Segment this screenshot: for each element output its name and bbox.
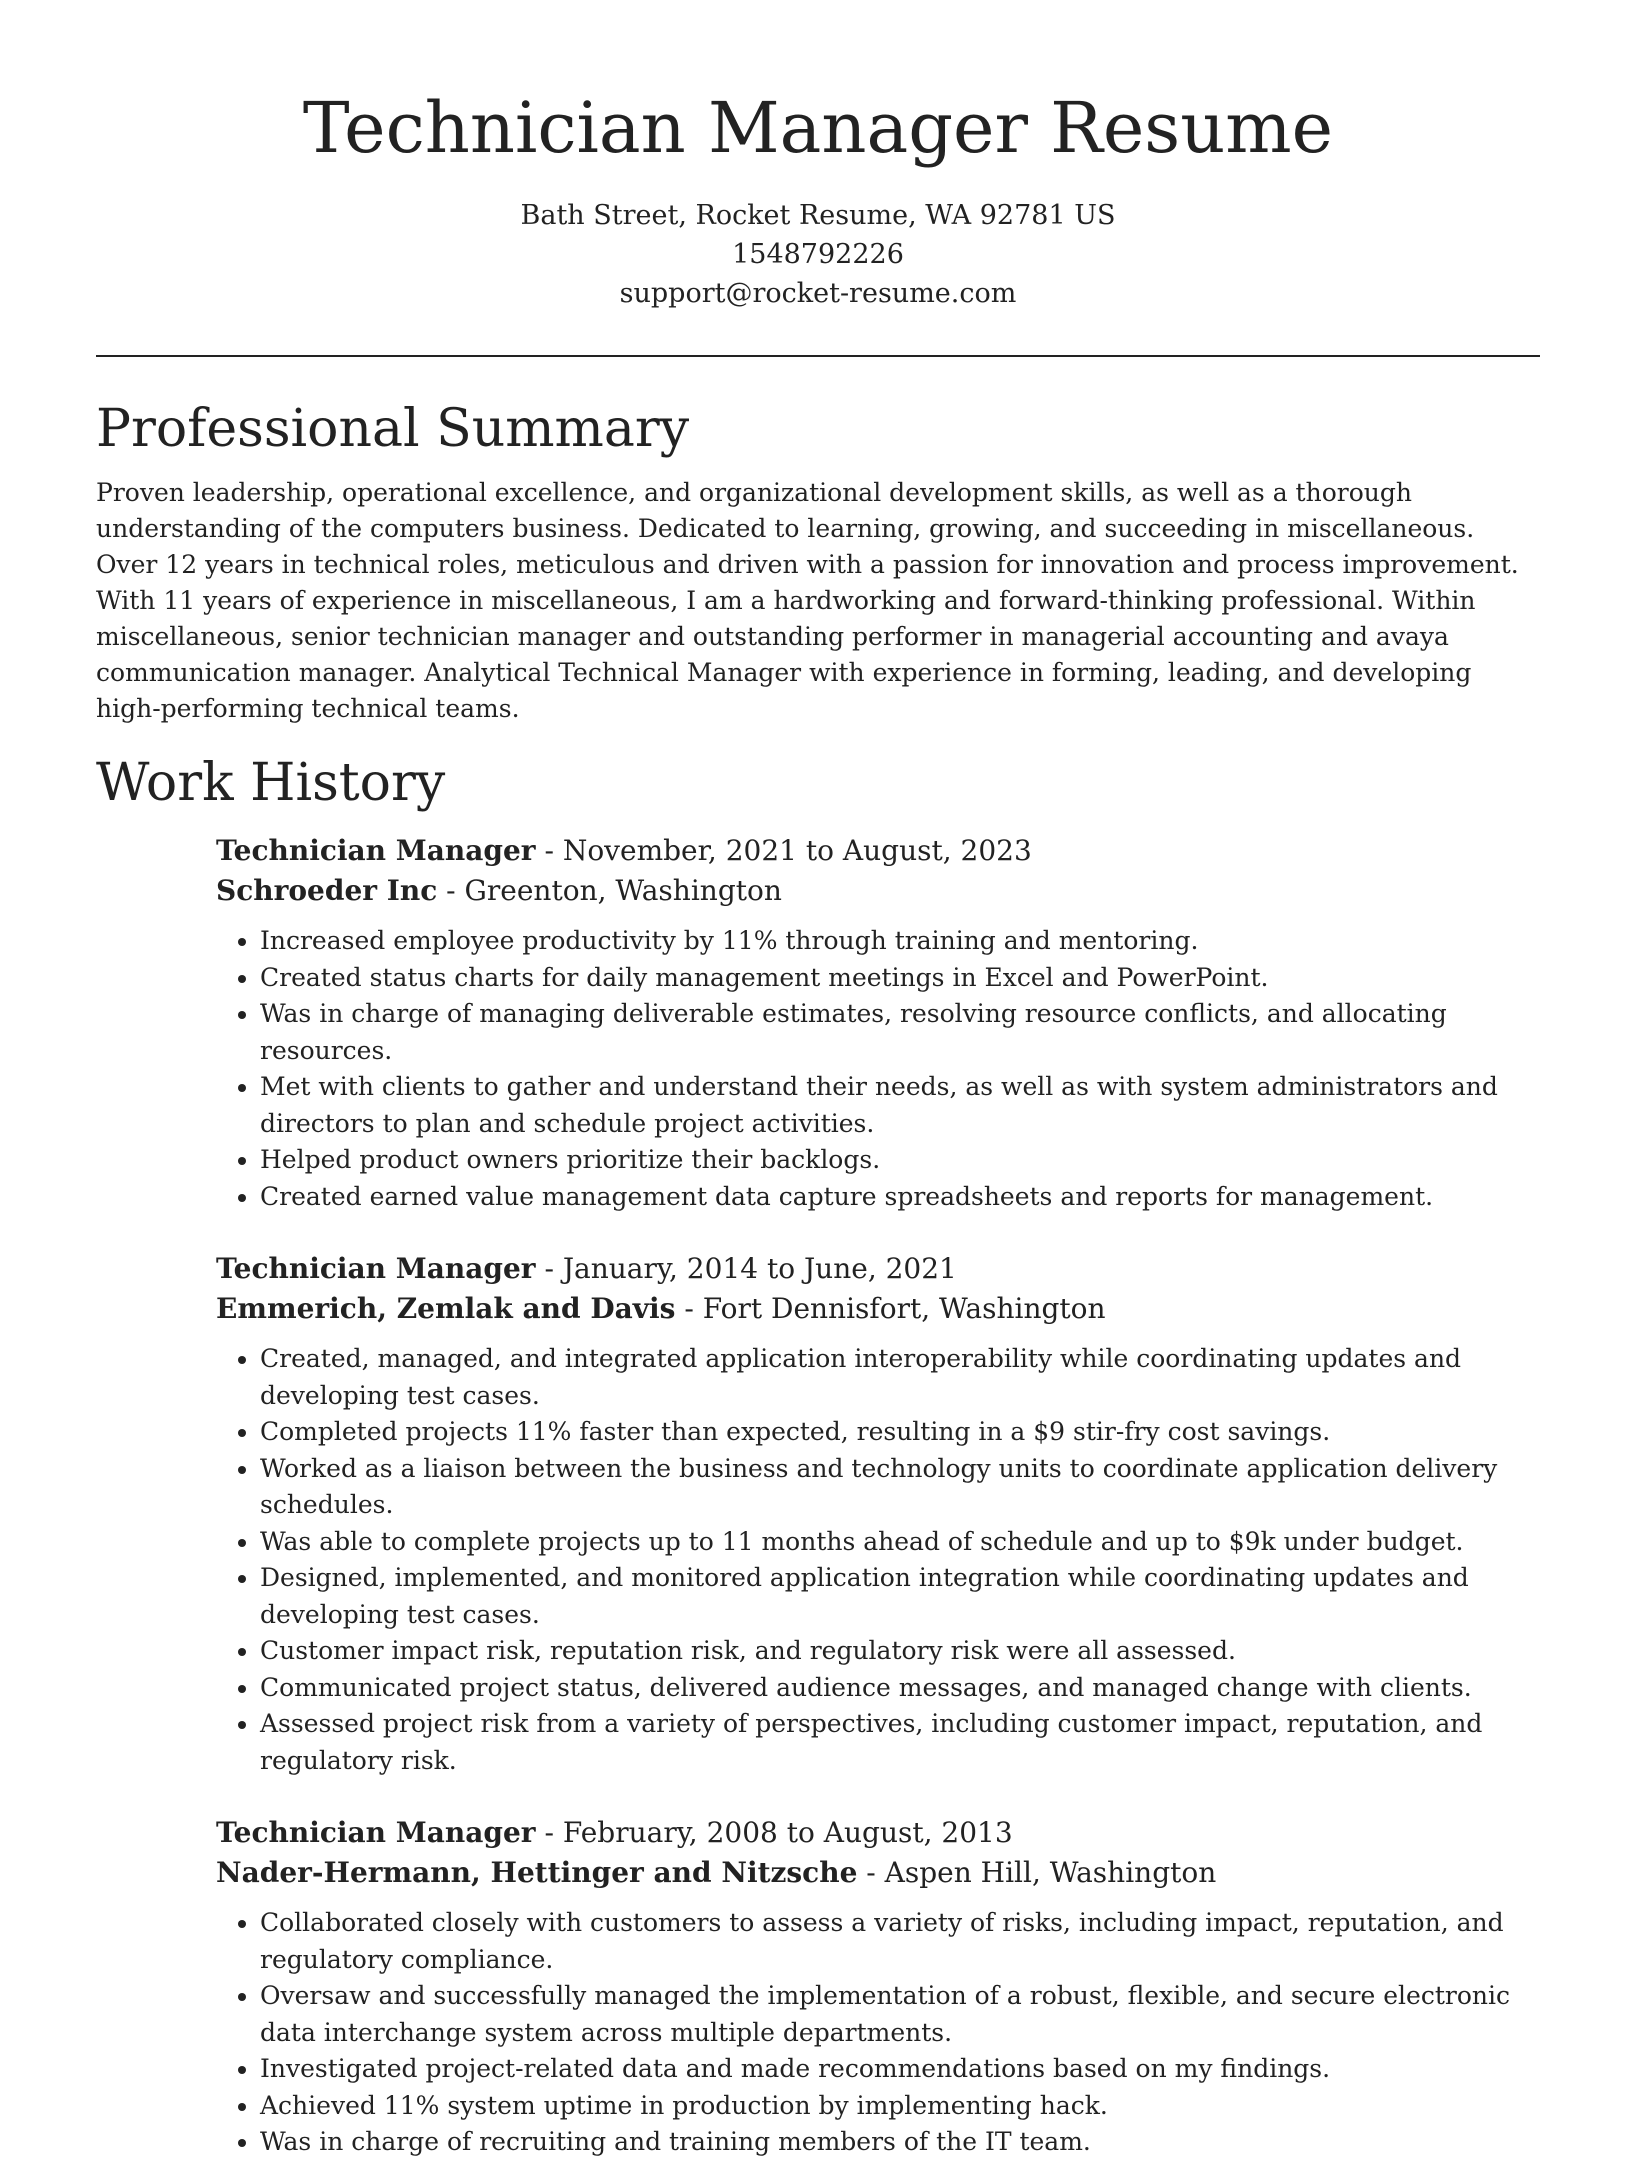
job-dates: - February, 2008 to August, 2013 (535, 1816, 1013, 1849)
job-dates: - November, 2021 to August, 2023 (535, 834, 1032, 867)
job-entry (216, 831, 1540, 1215)
job-title-line (216, 831, 1540, 871)
duty-item: • Oversaw and successfully managed the implementation of a robust, flexible, and secure electronic data interchange system across multiple departments. (260, 1978, 1540, 2051)
duty-item: • Designed, implemented, and monitored application integration while coordinating updates and developing test cases. (260, 1560, 1540, 1633)
job-company-line (216, 1853, 1540, 1893)
job-company-line (216, 1289, 1540, 1329)
duty-item: • Completed projects 11% faster than expected, resulting in a $9 stir-fry cost savings. (260, 1414, 1540, 1451)
work-history-section (96, 749, 1540, 2161)
job-title: Technician Manager (216, 1816, 536, 1849)
duty-item: • Communicated project status, delivered audience messages, and managed change with clients. (260, 1670, 1540, 1707)
duty-item: • Met with clients to gather and understand their needs, as well as with system administrators and directors to plan and schedule project activities. (260, 1069, 1540, 1142)
job-duties (216, 923, 1540, 1215)
summary-text: Proven leadership, operational excellence, and organizational development skills, as well as a thorough understanding of the computers business. Dedicated to learning, growing, and succeeding in miscellaneous. Over 12 years in technical roles, meticulous and driven with a passion for innovation and process improvement. With 11 years of experience in miscellaneous, I am a hardworking and forward-thinking professional. Within miscellaneous, senior technician manager and outstanding performer in managerial accounting and avaya communication manager. Analytical Technical Manager with experience in forming, leading, and developing high-performing technical teams. (96, 478, 1519, 723)
duty-item: • Helped product owners prioritize their backlogs. (260, 1142, 1540, 1179)
job-location: - Greenton, Washington (437, 874, 782, 907)
job-duties (216, 1905, 1540, 2161)
phone: 1548792226 (732, 239, 904, 270)
job-title-line (216, 1249, 1540, 1289)
job-entry (216, 1249, 1540, 1779)
duty-item: • Investigated project-related data and made recommendations based on my findings. (260, 2051, 1540, 2088)
professional-summary-section (96, 395, 1540, 727)
duty-item: • Created status charts for daily management meetings in Excel and PowerPoint. (260, 960, 1540, 997)
job-title-line (216, 1813, 1540, 1853)
duty-item: • Achieved 11% system uptime in production by implementing hack. (260, 2088, 1540, 2125)
summary-heading: Professional Summary (96, 399, 690, 459)
duty-item: • Created, managed, and integrated application interoperability while coordinating updates and developing test cases. (260, 1341, 1540, 1414)
job-duties (216, 1341, 1540, 1779)
job-company: Emmerich, Zemlak and Davis (216, 1292, 676, 1325)
duty-item: • Assessed project risk from a variety of perspectives, including customer impact, reputation, and regulatory risk. (260, 1706, 1540, 1779)
job-company: Schroeder Inc (216, 874, 438, 907)
duty-item: • Worked as a liaison between the business and technology units to coordinate application delivery schedules. (260, 1451, 1540, 1524)
duty-item: • Was in charge of recruiting and training members of the IT team. (260, 2124, 1540, 2161)
duty-item: • Was in charge of managing deliverable estimates, resolving resource conflicts, and allocating resources. (260, 996, 1540, 1069)
work-history-heading: Work History (96, 753, 446, 813)
duty-item: • Was able to complete projects up to 11 months ahead of schedule and up to $9k under budget. (260, 1524, 1540, 1561)
job-location: - Aspen Hill, Washington (857, 1856, 1217, 1889)
contact-info (96, 196, 1540, 313)
address: Bath Street, Rocket Resume, WA 92781 US (520, 200, 1116, 231)
duty-item: • Customer impact risk, reputation risk, and regulatory risk were all assessed. (260, 1633, 1540, 1670)
job-company: Nader-Hermann, Hettinger and Nitzsche (216, 1856, 858, 1889)
duty-item: • Increased employee productivity by 11% through training and mentoring. (260, 923, 1540, 960)
duty-item: • Collaborated closely with customers to assess a variety of risks, including impact, reputation, and regulatory compliance. (260, 1905, 1540, 1978)
job-title: Technician Manager (216, 1252, 536, 1285)
duty-item: • Created earned value management data capture spreadsheets and reports for management. (260, 1179, 1540, 1216)
email: support@rocket-resume.com (619, 278, 1017, 309)
resume-header (96, 0, 1540, 313)
job-company-line (216, 871, 1540, 911)
header-divider (96, 355, 1540, 357)
job-entry (216, 1813, 1540, 2161)
job-dates: - January, 2014 to June, 2021 (535, 1252, 957, 1285)
resume-title: Technician Manager Resume (302, 87, 1334, 169)
resume-page (96, 0, 1540, 2161)
job-location: - Fort Dennisfort, Washington (675, 1292, 1106, 1325)
job-title: Technician Manager (216, 834, 536, 867)
